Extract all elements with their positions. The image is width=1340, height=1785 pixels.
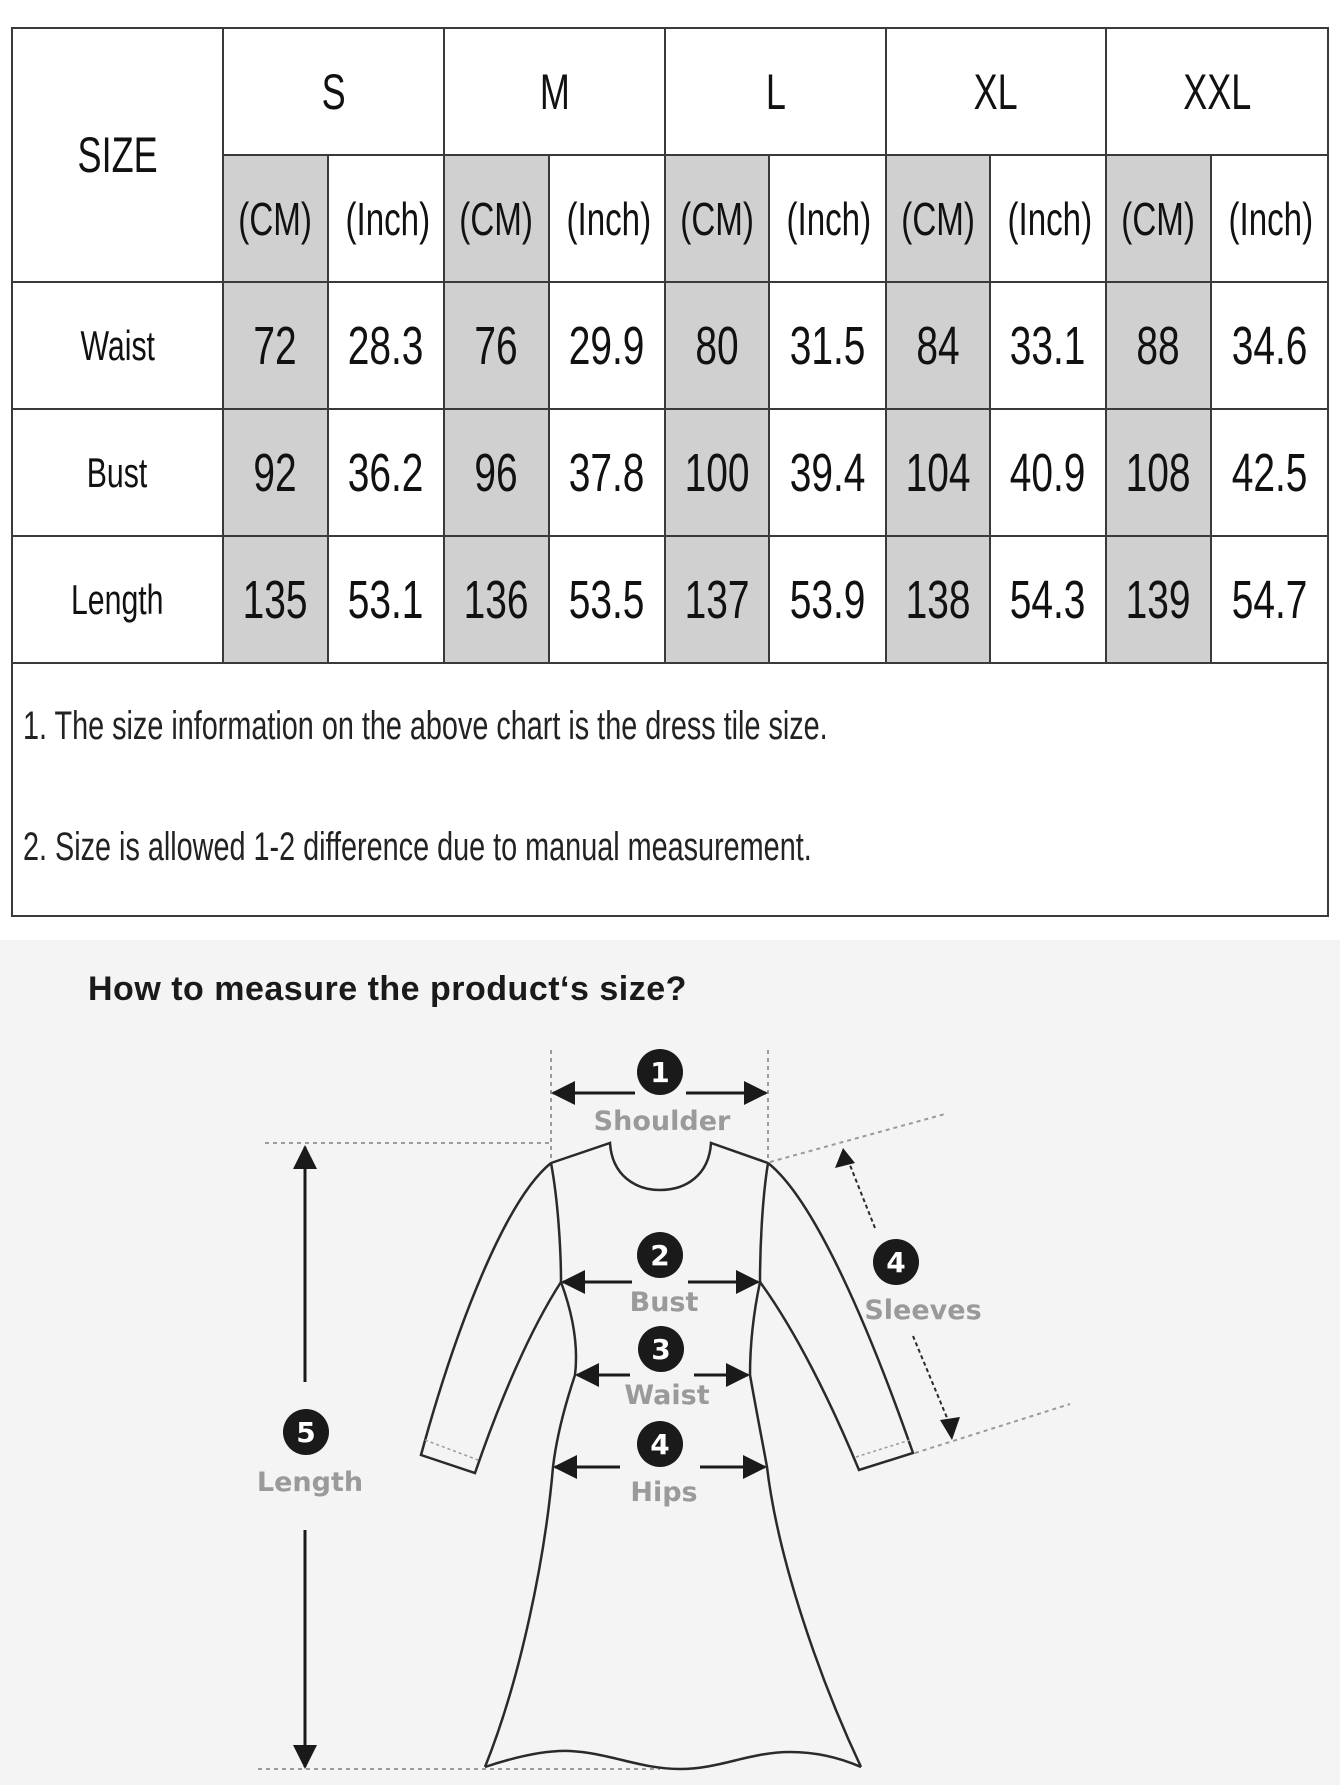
unit-inch-header [769,155,886,282]
unit-inch-header [549,155,665,282]
dress-diagram [0,940,1340,1785]
value: 34.6 [1231,315,1308,376]
value: 80 [695,315,739,376]
value-cell [444,536,549,663]
waist-measure [577,1326,748,1411]
hips-label: Hips [630,1477,698,1508]
table-row-bust [12,409,1328,536]
value: 135 [243,569,308,630]
size-chart [11,27,1327,914]
value-cell [549,409,665,536]
unit-label: (CM) [901,192,975,245]
marker-number: 3 [651,1333,671,1366]
bust-label: Bust [629,1287,699,1318]
sleeves-measure [835,1148,982,1440]
unit-label: (Inch) [1007,192,1093,245]
value-cell [1106,409,1211,536]
size-xxl-header [1106,28,1328,155]
value: 39.4 [789,442,866,503]
value-cell [549,536,665,663]
value-cell [990,282,1106,409]
size-s-header [223,28,444,155]
row-label-text: Waist [80,321,155,369]
value-cell [444,282,549,409]
unit-label: (Inch) [566,192,652,245]
value-cell [1211,282,1328,409]
size-header-row [12,28,1328,155]
unit-cm-header [1106,155,1211,282]
unit-label: (Inch) [786,192,872,245]
value: 53.5 [569,569,645,630]
unit-cm-header [665,155,769,282]
row-label-text: Bust [87,448,148,496]
value: 100 [684,442,750,503]
size-label: S [321,63,346,120]
value-cell [665,536,769,663]
value: 53.1 [348,569,424,630]
guide-title: How to measure the product‘s size? [88,970,687,1008]
value-cell [769,536,886,663]
table-row-waist [12,282,1328,409]
value: 29.9 [569,315,645,376]
value: 84 [916,315,960,376]
unit-label: (CM) [680,192,754,245]
size-corner-text: SIZE [77,127,158,183]
value-cell [328,536,444,663]
value: 37.8 [569,442,645,503]
value: 40.9 [1010,442,1086,503]
value-cell [1106,536,1211,663]
unit-cm-header [444,155,549,282]
value: 72 [253,315,298,376]
bust-measure [563,1232,758,1318]
shoulder-label: Shoulder [593,1106,731,1137]
unit-inch-header [328,155,444,282]
row-label-text: Length [71,575,164,623]
value: 88 [1136,315,1181,376]
marker-number: 4 [650,1428,670,1461]
value: 42.5 [1231,442,1308,503]
marker-number: 2 [650,1239,670,1272]
value-cell [990,409,1106,536]
size-label: M [539,63,570,120]
unit-label: (CM) [459,192,534,245]
value-cell [328,282,444,409]
table-row-length [12,536,1328,663]
length-label: Length [256,1467,364,1498]
value-cell [990,536,1106,663]
value: 76 [474,315,519,376]
value: 137 [684,569,750,630]
unit-label: (Inch) [345,192,431,245]
measure-guide [0,940,1340,1785]
value-cell [223,409,328,536]
value: 104 [905,442,971,503]
notes-cell [12,663,1328,916]
size-corner-label [12,28,223,282]
value: 138 [905,569,971,630]
value: 54.7 [1231,569,1308,630]
note-1: 1. The size information on the above chart is the dress tile size. [23,704,828,748]
value-cell [665,409,769,536]
value: 54.3 [1010,569,1086,630]
value-cell [223,536,328,663]
row-label [12,282,223,409]
value: 139 [1126,569,1191,630]
waist-label: Waist [624,1380,710,1411]
value: 33.1 [1010,315,1086,376]
size-label: XL [974,63,1019,120]
size-label: L [765,63,786,120]
sleeves-label: Sleeves [864,1295,982,1326]
note-2: 2. Size is allowed 1-2 difference due to manual measurement. [23,825,812,869]
value-cell [665,282,769,409]
unit-label: (Inch) [1228,192,1314,245]
marker-number: 4 [886,1246,906,1279]
notes-row [12,663,1328,916]
marker-number: 1 [650,1056,670,1089]
value-cell [1211,409,1328,536]
value-cell [1211,536,1328,663]
size-l-header [665,28,886,155]
unit-cm-header [886,155,990,282]
value-cell [328,409,444,536]
unit-label: (CM) [238,192,313,245]
hips-measure [555,1421,765,1508]
row-label [12,536,223,663]
value-cell [769,282,886,409]
unit-inch-header [990,155,1106,282]
value-cell [549,282,665,409]
value: 108 [1126,442,1191,503]
length-measure [257,1147,363,1767]
unit-cm-header [223,155,328,282]
size-table [11,27,1329,917]
value: 96 [474,442,519,503]
value: 53.9 [789,569,866,630]
row-label [12,409,223,536]
value: 136 [464,569,529,630]
unit-label: (CM) [1121,192,1196,245]
marker-number: 5 [296,1416,316,1449]
size-m-header [444,28,665,155]
value: 31.5 [789,315,866,376]
value: 28.3 [348,315,424,376]
value: 92 [253,442,298,503]
value-cell [223,282,328,409]
value-cell [886,282,990,409]
size-label: XXL [1183,63,1252,120]
value-cell [444,409,549,536]
unit-inch-header [1211,155,1328,282]
value-cell [886,409,990,536]
value-cell [769,409,886,536]
size-xl-header [886,28,1106,155]
value-cell [886,536,990,663]
value: 36.2 [348,442,424,503]
value-cell [1106,282,1211,409]
shoulder-measure [553,1049,766,1137]
